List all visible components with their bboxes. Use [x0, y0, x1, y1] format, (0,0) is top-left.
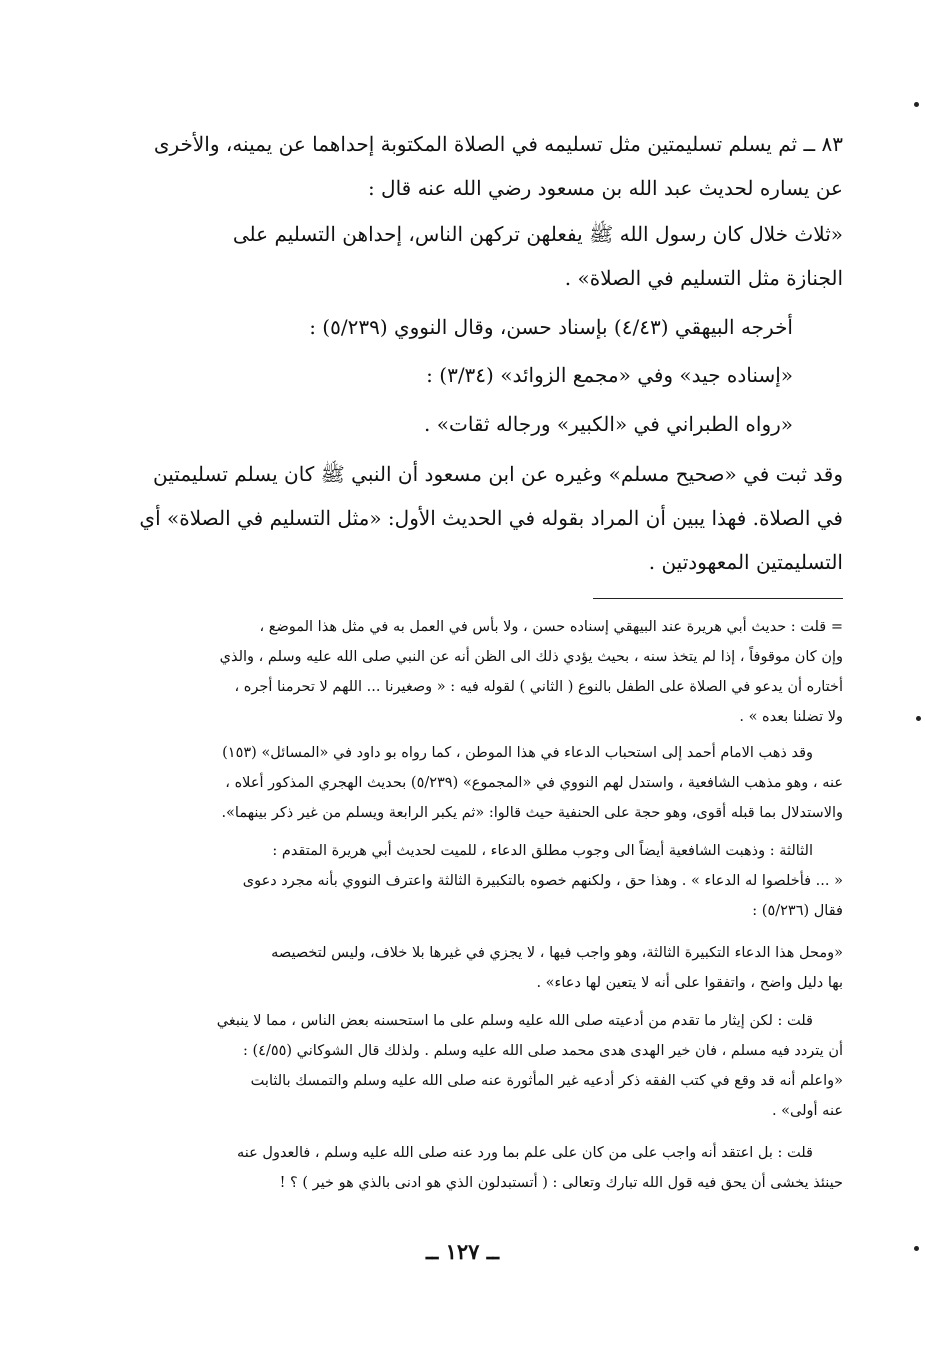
footnote-line: عنه أولى» .	[771, 1103, 843, 1119]
footnote-line: « ... فأخلصوا له الدعاء » . وهذا حق ، ولكنهم خصوه بالتكبيرة الثالثة واعترف النووي بأنه مجرد دعوى	[242, 873, 843, 889]
footnote-line: أختاره أن يدعو في الصلاة على الطفل بالنوع ( الثاني ) لقوله فيه : « وصغيرنا ... اللهم لا تحرمنا أجره ،	[234, 679, 843, 695]
footnote-line: وقد ذهب الامام أحمد إلى استحباب الدعاء في هذا الموطن ، كما رواه بو داود في «المسائل» (١٥٣)	[222, 745, 813, 761]
main-text-line: أخرجه البيهقي (٤/٤٣) بإسناد حسن، وقال النووي (٥/٢٣٩) :	[309, 315, 793, 339]
main-text-line: في الصلاة. فهذا يبين أن المراد بقوله في الحديث الأول: «مثل التسليم في الصلاة» أي	[139, 506, 843, 530]
footnote-line: والاستدلال بما قبله أقوى، وهو حجة على الحنفية حيث قالوا: «ثم يكبر الرابعة ويسلم من غير ذكر بينهما».	[221, 805, 843, 821]
footnote-line: = قلت : حديث أبي هريرة عند البيهقي إسناده حسن ، ولا بأس في العمل به في مثل هذا الموضع ،	[259, 619, 843, 635]
footnote-line: الثالثة : وذهبت الشافعية أيضاً الى وجوب مطلق الدعاء ، للميت لحديث أبي هريرة المتقدم :	[272, 843, 813, 859]
footnote-line: بها دليل واضح ، واتفقوا على أنه لا يتعين لها دعاء» .	[536, 975, 843, 991]
main-text-line: «إسناده جيد» وفي «مجمع الزوائد» (٣/٣٤) :	[426, 363, 793, 387]
footnote-line: «واعلم أنه قد وقع في كتب الفقه ذكر أدعيه غير المأثورة عنه صلى الله عليه وسلم والتمسك بالثابت	[250, 1073, 843, 1089]
footnote-line: فقال (٥/٢٣٦) :	[752, 903, 843, 919]
footnote-line: قلت : لكن إيثار ما تقدم من أدعيته صلى الله عليه وسلم على ما استحسنه بعض الناس ، مما لا ينبغي	[216, 1013, 813, 1029]
footnote-line: أن يتردد فيه مسلم ، فان خير الهدى هدى محمد صلى الله عليه وسلم . ولذلك قال الشوكاني (٤/٥٥) :	[243, 1043, 843, 1059]
main-text-line: «رواه الطبراني في «الكبير» ورجاله ثقات» .	[424, 412, 793, 436]
main-text-line: عن يساره لحديث عبد الله بن مسعود رضي الله عنه قال :	[367, 176, 843, 200]
main-text-line: «ثلاث خلال كان رسول الله ﷺ يفعلهن تركهن الناس، إحداهن التسليم على	[232, 222, 843, 246]
main-text-line: التسليمتين المعهودتين .	[648, 550, 843, 574]
scan-speck	[914, 1246, 919, 1251]
footnote-line: ولا تضلنا بعده » .	[739, 709, 843, 725]
main-text-line: ٨٣ ــ ثم يسلم تسليمتين مثل تسليمه في الصلاة المكتوبة إحداهما عن يمينه، والأخرى	[153, 132, 843, 156]
footnote-line: وإن كان موقوفاً ، إذا لم يتخذ سنه ، بحيث يؤدي ذلك الى الظن أنه عن النبي صلى الله عليه وسلم ، والذي	[219, 649, 843, 665]
footnote-line: عنه ، وهو مذهب الشافعية ، واستدل لهم النووي في «المجموع» (٥/٢٣٩) بحديث الهجري المذكور أعلاه ،	[225, 775, 843, 791]
page-number: ــ ١٢٧ ــ	[425, 1239, 500, 1264]
scan-speck	[914, 102, 919, 107]
main-text-line: وقد ثبت في «صحيح مسلم» وغيره عن ابن مسعود أن النبي ﷺ كان يسلم تسليمتين	[153, 462, 843, 486]
footnote-line: قلت : بل اعتقد أنه واجب على من كان على علم بما ورد عنه صلى الله عليه وسلم ، فالعدول عنه	[237, 1145, 813, 1161]
footnote-separator	[593, 598, 843, 599]
footnote-line: حينئذ يخشى أن يحق فيه قول الله تبارك وتعالى : ( أتستبدلون الذي هو ادنى بالذي هو خير ) ؟ !	[279, 1175, 843, 1191]
main-text-line: الجنازة مثل التسليم في الصلاة» .	[564, 266, 843, 290]
footnote-line: «ومحل هذا الدعاء التكبيرة الثالثة، وهو واجب فيها ، لا يجزي في غيرها بلا خلاف، وليس لتخصيصه	[271, 945, 843, 961]
scan-speck	[916, 716, 921, 721]
